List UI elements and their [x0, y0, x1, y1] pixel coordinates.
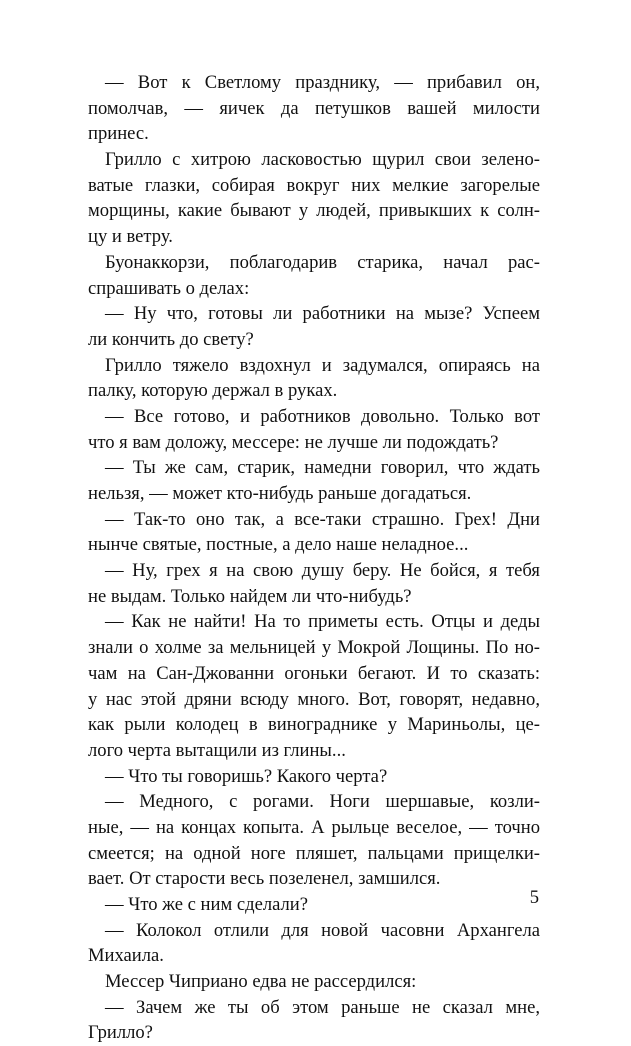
text-line: палку, которую держал в руках.	[88, 380, 338, 402]
text-line: чам на Сан-Джованни огоньки бегают. И то сказать:	[88, 662, 540, 684]
text-line: Буонаккорзи, поблагодарив старика, начал рас-	[105, 251, 540, 273]
text-line: — Ну что, готовы ли работники на мызе? Успеем	[105, 303, 540, 325]
text-line: — Все готово, и работников довольно. Только вот	[105, 405, 540, 427]
text-line: — Что же с ним сделали?	[105, 894, 309, 915]
text-line: Грилло с хитрою ласковостью щурил свои зелено-	[105, 149, 540, 171]
text-line: спрашивать о делах:	[88, 277, 250, 299]
text-line: Михаила.	[88, 945, 164, 967]
page-number: 5	[529, 887, 539, 908]
text-line: — Вот к Светлому празднику, — прибавил он,	[105, 72, 540, 93]
text-line: — Зачем же ты об этом раньше не сказал мне,	[105, 996, 540, 1018]
text-line: — Что ты говоришь? Какого черта?	[105, 765, 388, 787]
text-line: нынче святые, постные, а дело наше неладное...	[88, 534, 469, 556]
text-line: Мессер Чиприано едва не рассердился:	[105, 971, 417, 993]
text-line: лого черта вытащили из глины...	[88, 739, 346, 761]
text-line: ватые глазки, собирая вокруг них мелкие загорелые	[88, 174, 540, 196]
text-line: что я вам доложу, мессере: не лучше ли подождать?	[88, 431, 499, 453]
text-line: как рыли колодец в винограднике у Мариньолы, це-	[88, 714, 540, 736]
text-line: Грилло тяжело вздохнул и задумался, опираясь на	[105, 354, 540, 376]
text-line: — Колокол отлили для новой часовни Архангела	[105, 919, 540, 941]
text-line: — Медного, с рогами. Ноги шершавые, козли-	[105, 791, 540, 813]
text-line: у нас этой дряни всюду много. Вот, говорят, недавно,	[88, 688, 540, 710]
text-line: помолчав, — яичек да петушков вашей милости	[88, 97, 540, 119]
text-line: знали о холме за мельницей у Мокрой Лощины. По но-	[88, 637, 540, 659]
text-line: — Ты же сам, старик, намедни говорил, что ждать	[105, 457, 540, 479]
body-text	[88, 70, 540, 1046]
text-line: смеется; на одной ноге пляшет, пальцами прищелки-	[88, 842, 540, 864]
text-line: ли кончить до свету?	[88, 328, 254, 350]
text-line: не выдам. Только найдем ли что-нибудь?	[88, 585, 412, 607]
text-line: нельзя, — может кто-нибудь раньше догадаться.	[88, 483, 472, 504]
text-line: цу и ветру.	[88, 226, 173, 248]
text-line: — Ну, грех я на свою душу беру. Не бойся, я тебя	[105, 560, 540, 582]
text-line: Грилло?	[88, 1022, 153, 1044]
text-line: вает. От старости весь позеленел, замшился.	[88, 868, 441, 890]
text-line: — Как не найти! На то приметы есть. Отцы и деды	[105, 611, 540, 633]
text-line: морщины, какие бывают у людей, привыкших к солн-	[88, 200, 540, 222]
text-line: принес.	[88, 123, 149, 145]
text-line: — Так-то оно так, а все-таки страшно. Грех! Дни	[105, 508, 540, 530]
text-line: ные, — на концах копыта. А рыльце веселое, — точно	[88, 816, 540, 838]
